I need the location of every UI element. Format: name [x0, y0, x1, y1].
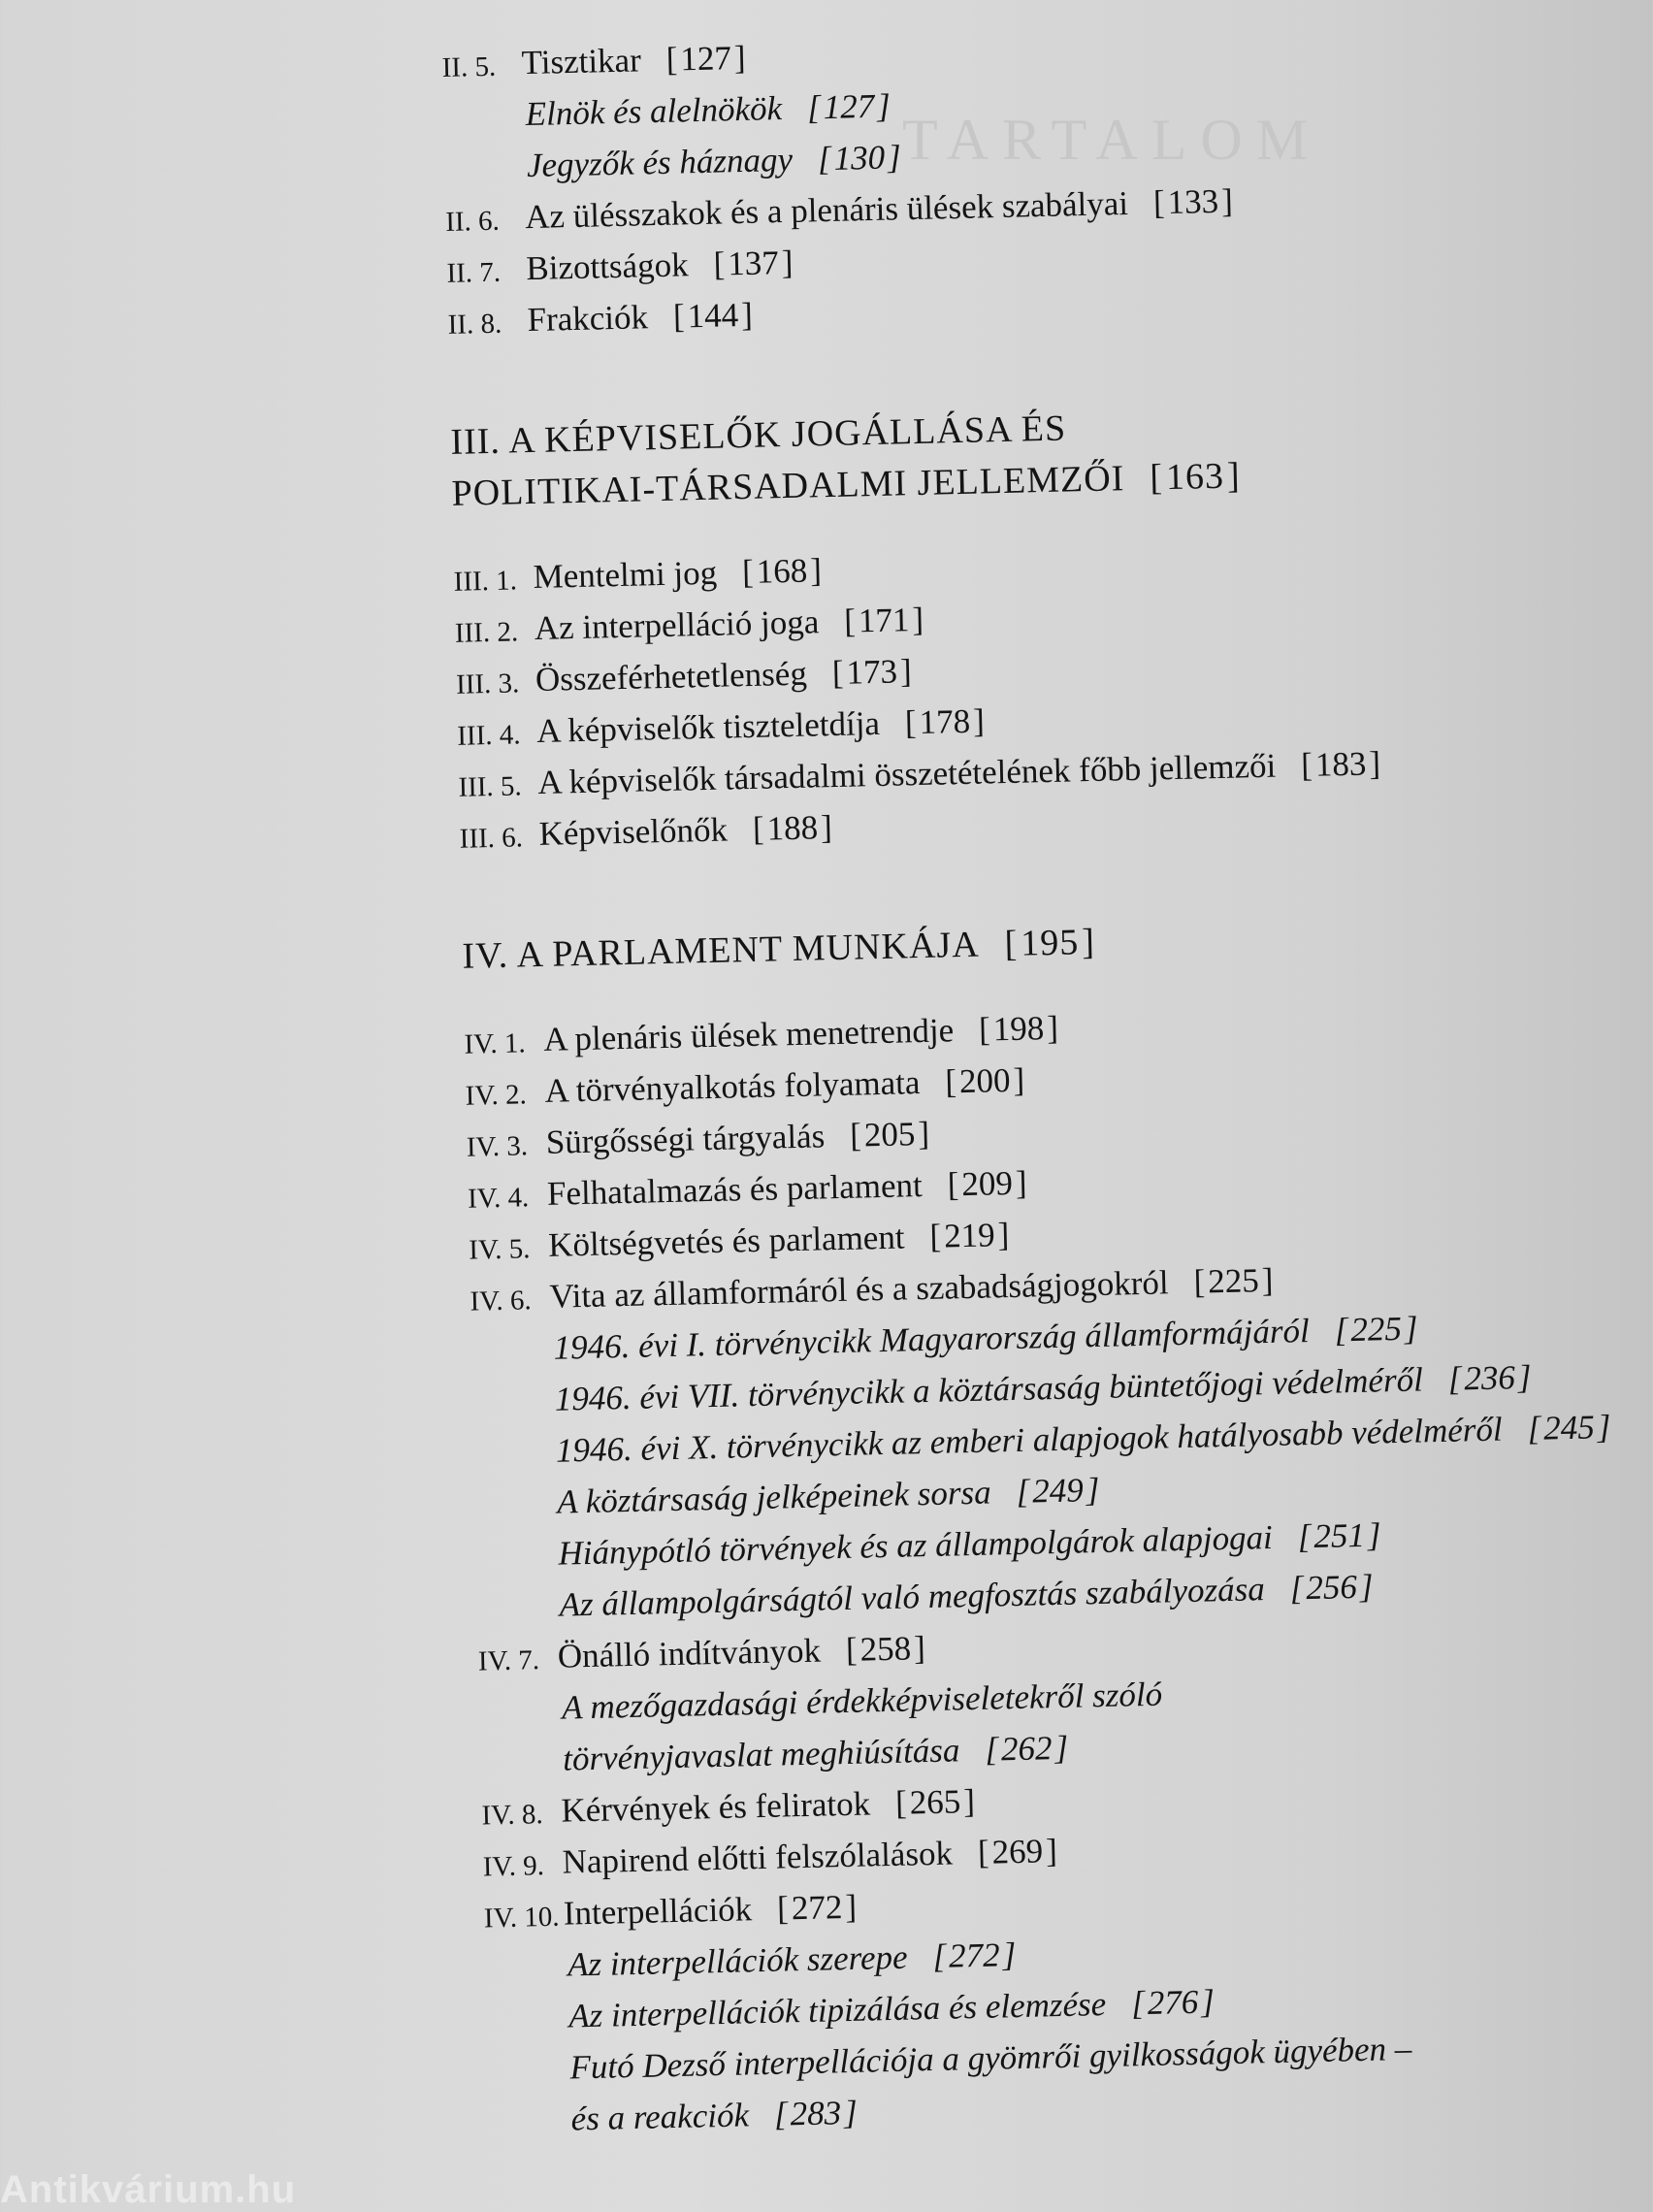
entry-title-text: Az interpellációk tipizálása és elemzése: [567, 1984, 1107, 2035]
page-number: [ 163 ]: [1150, 455, 1241, 498]
section-number: II. 8.: [447, 308, 502, 341]
entry-title-text: Költségvetés és parlament: [547, 1218, 905, 1264]
entry-title-text: A képviselők tiszteletdíja: [535, 703, 881, 750]
entry-title-text: Futó Dezső interpellációja a gyömrői gyilkosságok ügyében –: [569, 2029, 1412, 2087]
bleed-through-heading: TARTALOM: [902, 108, 1322, 172]
entry-title-text: Vita az államformáról és a szabadságjogokról: [548, 1263, 1170, 1316]
section-number: IV. 10.: [483, 1901, 560, 1935]
entry-title: [535, 645, 912, 705]
entry-title: [526, 237, 794, 294]
entry-title: [534, 594, 924, 654]
page-number: [ 251 ]: [1297, 1515, 1381, 1555]
page-number: [ 225 ]: [1193, 1261, 1274, 1301]
section-number: II. 5.: [441, 50, 497, 83]
section-number: III. 2.: [454, 616, 519, 649]
page-number: [ 130 ]: [818, 138, 902, 178]
page-number: [ 258 ]: [846, 1629, 926, 1669]
entry-title: [525, 81, 891, 141]
page-number: [ 127 ]: [665, 39, 746, 79]
chapter-3-heading-line1: III. A KÉPVISELŐK JOGÁLLÁSA ÉS: [449, 407, 1067, 463]
page-number: [ 269 ]: [977, 1832, 1057, 1871]
entry-title: [527, 289, 753, 345]
page-number: [ 276 ]: [1131, 1982, 1215, 2022]
entry-title-text: Hiánypótló törvények és az állampolgárok alapjogai: [558, 1517, 1274, 1573]
entry-title-text: A képviselők társadalmi összetételének főbb jellemzői: [536, 746, 1277, 801]
page-number: [ 198 ]: [979, 1009, 1059, 1049]
page-number: [ 195 ]: [1004, 922, 1095, 964]
page-number: [ 262 ]: [985, 1729, 1069, 1769]
chapter-3-heading-line2: POLITIKAI-TÁRSADALMI JELLEMZŐI[ 163 ]: [451, 440, 1597, 518]
page-number: [ 127 ]: [807, 87, 891, 127]
section-number: II. 7.: [446, 256, 502, 289]
section-number: IV. 3.: [466, 1130, 529, 1163]
entry-title: [526, 131, 901, 191]
entry-title: [563, 1881, 857, 1939]
page-number: [ 144 ]: [673, 296, 754, 336]
entry-title-text: Interpellációk: [563, 1890, 753, 1933]
section-number: IV. 5.: [468, 1233, 531, 1266]
section-number: II. 6.: [444, 205, 501, 238]
entry-title-text: Jegyzők és háznagy: [526, 140, 794, 185]
entry-title: [557, 1622, 925, 1682]
entry-title-text: Mentelmi jog: [533, 553, 718, 596]
entry-title-text: Bizottságok: [525, 245, 690, 288]
page-number: [ 205 ]: [850, 1115, 930, 1155]
entry-title: [561, 1775, 976, 1837]
watermark-text: Antikvárium.hu: [0, 2168, 297, 2211]
table-of-contents: [441, 13, 1634, 2146]
page-number: [ 272 ]: [777, 1888, 858, 1928]
entry-title-text: Képviselőnők: [538, 810, 729, 853]
page-number: [ 188 ]: [753, 808, 833, 848]
entry-title-text: A köztársaság jelképeinek sorsa: [556, 1473, 992, 1521]
section-number: III. 3.: [455, 667, 520, 700]
chapter-2-sections: [441, 13, 1593, 347]
page-number: [ 225 ]: [1334, 1310, 1418, 1350]
entry-title-text: Elnök és alelnökök: [525, 89, 783, 134]
section-number: IV. 4.: [467, 1182, 530, 1215]
page-number: [ 256 ]: [1289, 1568, 1374, 1608]
section-number: IV. 1.: [464, 1027, 526, 1060]
entry-title-text: 1946. évi VII. törvénycikk a köztársaság büntetőjogi védelméről: [554, 1360, 1424, 1418]
entry-title-text: 1946. évi X. törvénycikk az emberi alapjogok hatályosabb védelméről: [555, 1410, 1504, 1470]
entry-title-text: 1946. évi I. törvénycikk Magyarország államformájáról: [553, 1312, 1311, 1367]
page-number: [ 183 ]: [1301, 744, 1381, 784]
entry-title-text: A plenáris ülések menetrendje: [542, 1011, 955, 1058]
page-number: [ 209 ]: [947, 1164, 1027, 1204]
page-number: [ 168 ]: [742, 551, 823, 591]
entry-title-text: törvényjavaslat meghiúsítása: [562, 1731, 960, 1778]
page-number: [ 137 ]: [713, 244, 794, 283]
entry-title-text: Tisztikar: [521, 41, 642, 82]
page-number: [ 173 ]: [831, 652, 912, 692]
entry-title-text: Sürgősségi tárgyalás: [545, 1117, 826, 1161]
entry-title: [570, 2087, 858, 2145]
entry-title: [533, 544, 823, 602]
entry-title: [545, 1108, 929, 1168]
page-number: [ 219 ]: [929, 1216, 1010, 1255]
entry-title-text: és a reakciók: [570, 2096, 750, 2138]
entry-title: [538, 801, 832, 860]
page-number: [ 283 ]: [774, 2094, 859, 2133]
entry-title-text: Kérvények és feliratok: [561, 1784, 871, 1830]
page-number: [ 171 ]: [844, 601, 924, 640]
entry-title-text: Az ülésszakok és a plenáris ülések szabályai: [524, 183, 1129, 237]
entry-title-text: Önálló indítványok: [557, 1631, 822, 1675]
entry-title-text: Az interpellációk szerepe: [567, 1937, 908, 1984]
page-number: [ 178 ]: [904, 701, 985, 741]
entry-title-text: Felhatalmazás és parlament: [546, 1166, 924, 1213]
page-number: [ 272 ]: [932, 1936, 1017, 1975]
page-number: [ 249 ]: [1016, 1471, 1100, 1511]
entry-title-text: Az állampolgárságtól való megfosztás szabályozása: [559, 1570, 1266, 1624]
section-number: III. 4.: [456, 719, 521, 752]
page-number: [ 245 ]: [1527, 1408, 1611, 1448]
section-number: III. 6.: [459, 822, 524, 855]
page-number: [ 200 ]: [945, 1061, 1025, 1101]
entry-title-text: Az interpelláció joga: [534, 602, 820, 647]
section-number: IV. 9.: [482, 1850, 545, 1883]
entry-title-text: Napirend előtti felszólalások: [562, 1834, 954, 1881]
section-number: IV. 8.: [481, 1799, 544, 1832]
entry-title-text: Összeférhetetlenség: [535, 654, 808, 699]
page-number: [ 133 ]: [1153, 182, 1234, 222]
page-number: [ 236 ]: [1447, 1358, 1532, 1398]
chapter-4-sections: [464, 990, 1634, 2146]
section-number: IV. 6.: [470, 1285, 533, 1317]
chapter-3-sections: [453, 527, 1604, 862]
entry-title-text: Frakciók: [527, 298, 649, 340]
chapter-4-heading: IV. A PARLAMENT MUNKÁJA[ 195 ]: [462, 903, 1607, 981]
entry-title-text: A törvényalkotás folyamata: [544, 1063, 921, 1110]
section-number: IV. 7.: [477, 1644, 540, 1677]
section-number: IV. 2.: [465, 1079, 528, 1112]
entry-title: [521, 32, 746, 88]
section-number: III. 5.: [458, 770, 523, 803]
entry-title-text: A mezőgazdasági érdekképviseletekről szóló: [561, 1675, 1163, 1727]
page-number: [ 265 ]: [895, 1782, 976, 1822]
section-number: III. 1.: [453, 565, 518, 598]
